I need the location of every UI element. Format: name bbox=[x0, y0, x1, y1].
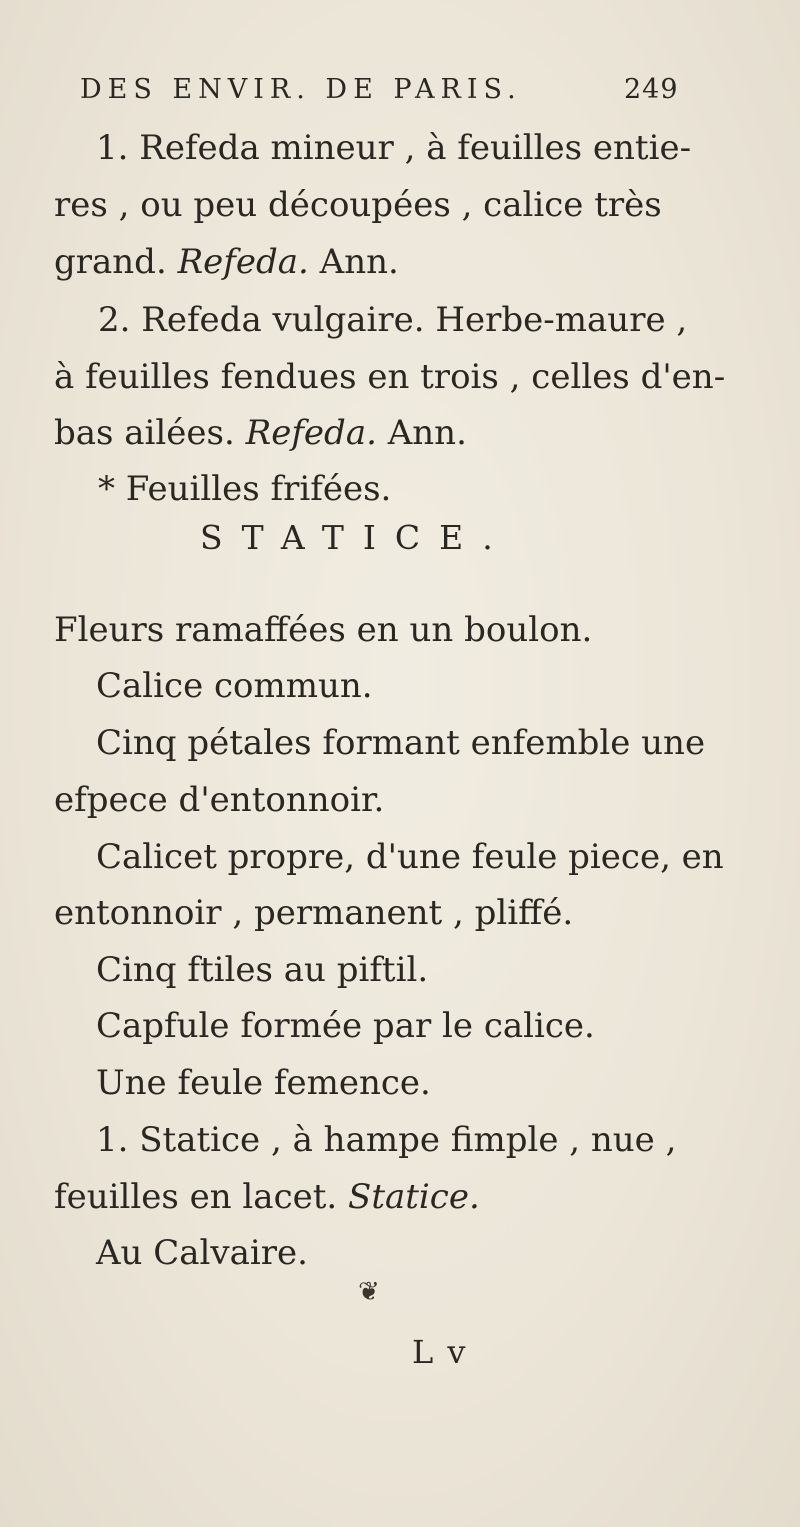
reseda-entry1-latin: Refeda. bbox=[177, 242, 309, 282]
statice-character-line: Capfule formée par le calice. bbox=[96, 1006, 595, 1046]
reseda-entry1-line3 bbox=[54, 242, 399, 282]
reseda-entry2-latin: Refeda. bbox=[245, 413, 377, 453]
reseda-entry2-author: Ann. bbox=[387, 413, 467, 453]
statice-entry1-latin: Statice. bbox=[348, 1177, 480, 1217]
statice-entry1-line2 bbox=[54, 1177, 480, 1217]
reseda-entry2-line2: à feuilles fendues en trois , celles d'en- bbox=[54, 357, 726, 397]
reseda-variety-note: * Feuilles frifées. bbox=[98, 469, 392, 509]
page-number: 249 bbox=[624, 74, 679, 105]
statice-entry1-line1: 1. Statice , à hampe fimple , nue , bbox=[96, 1120, 677, 1160]
reseda-entry2-line1: 2. Refeda vulgaire. Herbe-maure , bbox=[98, 300, 688, 340]
statice-character-line: Cinq ftiles au piftil. bbox=[96, 950, 429, 990]
statice-character-line: Calice commun. bbox=[96, 666, 373, 706]
reseda-entry2-line3 bbox=[54, 413, 467, 453]
statice-character-line: Calicet propre, d'une feule piece, en bbox=[96, 837, 724, 877]
fleuron-ornament: ❦ bbox=[358, 1277, 380, 1307]
reseda-entry1-text: grand. bbox=[54, 242, 167, 282]
statice-character-line: entonnoir , permanent , pliffé. bbox=[54, 893, 574, 933]
running-header bbox=[80, 74, 680, 114]
statice-character-line: efpece d'entonnoir. bbox=[54, 780, 385, 820]
section-heading-statice: STATICE. bbox=[200, 518, 512, 557]
signature-mark: L v bbox=[412, 1333, 468, 1371]
reseda-entry1-line1: 1. Refeda mineur , à feuilles entie- bbox=[96, 128, 692, 168]
reseda-entry1-author: Ann. bbox=[319, 242, 399, 282]
statice-character-line: Cinq pétales formant enfemble une bbox=[96, 723, 706, 763]
statice-entry1-text: feuilles en lacet. bbox=[54, 1177, 338, 1217]
running-title: DES ENVIR. DE PARIS. bbox=[80, 74, 522, 105]
statice-character-line: Une feule femence. bbox=[96, 1063, 431, 1103]
statice-entry1-location: Au Calvaire. bbox=[96, 1233, 308, 1273]
reseda-entry2-text: bas ailées. bbox=[54, 413, 235, 453]
statice-character-line: Fleurs ramaffées en un boulon. bbox=[54, 610, 593, 650]
reseda-entry1-line2: res , ou peu découpées , calice très bbox=[54, 185, 662, 225]
